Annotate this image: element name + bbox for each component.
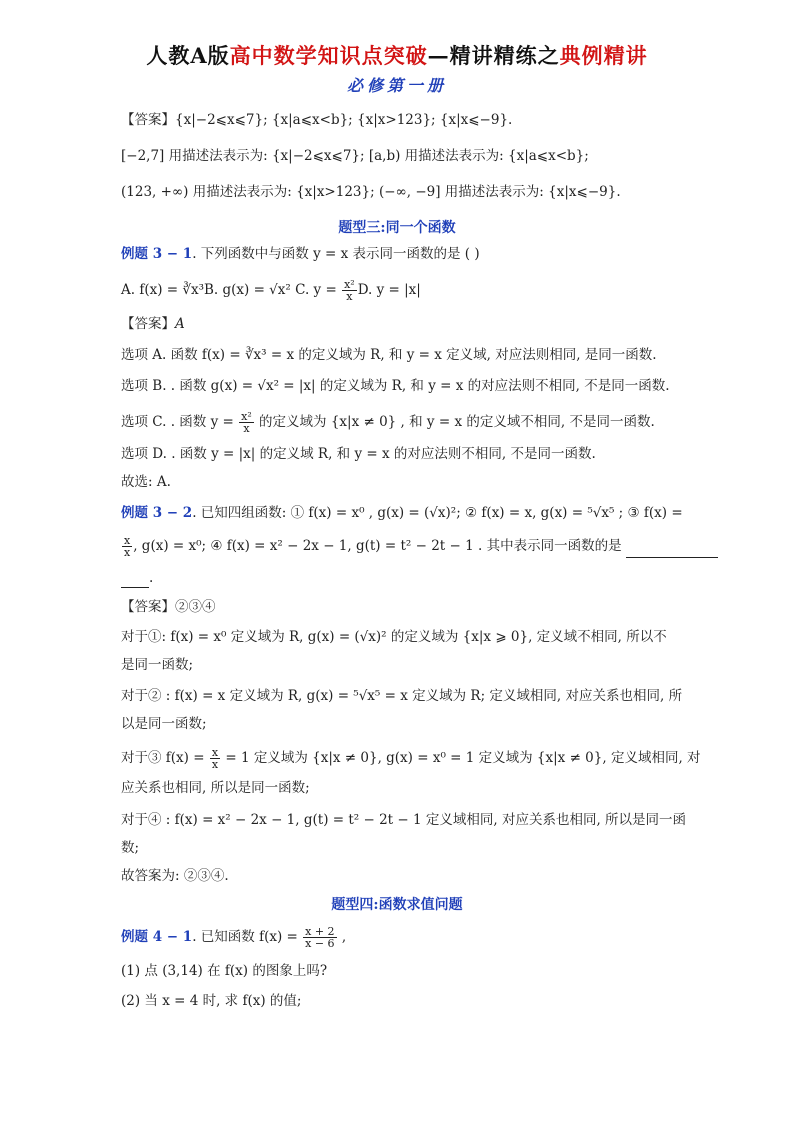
answer-tag: 【答案】: [121, 112, 175, 128]
explanation-line: 选项 A. 函数 f(x) = ∛x³ = x 的定义域为 R, 和 y = x 定义域, 对应法则相同, 是同一函数.: [121, 347, 657, 363]
answer-blank-continued[interactable]: [121, 573, 149, 588]
header-part-2: 高中数学知识点突破: [229, 43, 428, 68]
answer-line: [121, 110, 681, 130]
explanation-line: [121, 411, 681, 434]
fraction-numerator: x: [211, 746, 219, 759]
fraction: [239, 411, 254, 434]
header-part-4: 典例精讲: [559, 43, 648, 68]
question-text: .: [149, 570, 154, 586]
question-text: ,: [337, 929, 347, 945]
answer-line: [121, 597, 681, 617]
question-text: . 已知函数 f(x) =: [192, 929, 303, 945]
fraction: [122, 535, 132, 558]
answer-tag: 【答案】: [121, 316, 175, 332]
explanation-text: 对于③ f(x) =: [121, 750, 209, 766]
fraction-denominator: x: [243, 422, 250, 435]
options-d: D. y = |x|: [357, 282, 421, 298]
explanation-text: 的定义域为 {x|x ≠ 0} , 和 y = x 的定义域不相同, 不是同一函数.: [254, 414, 655, 430]
fraction-denominator: x: [124, 546, 131, 559]
explanation-line: 选项 B. . 函数 g(x) = √x² = |x| 的定义域为 R, 和 y = x 的对应法则不相同, 不是同一函数.: [121, 378, 670, 394]
section-title: 题型三:同一个函数: [338, 220, 456, 236]
question-line: [121, 568, 681, 588]
question-line: [121, 535, 681, 558]
sub-question: (1) 点 (3,14) 在 f(x) 的图象上吗?: [121, 963, 328, 979]
section-title: 题型四:函数求值问题: [331, 897, 463, 913]
fraction-denominator: x: [346, 290, 353, 303]
fraction-numerator: x²: [241, 410, 252, 423]
fraction: [342, 279, 357, 302]
fraction-denominator: x − 6: [305, 937, 335, 950]
example-label: 例题 4 − 1: [121, 929, 193, 945]
explanation-line: 对于④ : f(x) = x² − 2x − 1, g(t) = t² − 2t − 1 定义域相同, 对应关系也相同, 所以是同一函: [121, 812, 687, 828]
example-question: [121, 244, 681, 264]
fraction-numerator: x²: [344, 278, 355, 291]
header-part-3: —精讲精练之: [427, 43, 560, 68]
explanation-line: 数;: [121, 840, 140, 856]
options-a-c: A. f(x) = ∛x³B. g(x) = √x² C. y =: [121, 282, 342, 298]
question-text: . 下列函数中与函数 y = x 表示同一函数的是 ( ): [192, 246, 480, 262]
answer-line: [121, 314, 681, 334]
example-question: [121, 926, 681, 949]
answer-blank[interactable]: [626, 543, 718, 558]
explanation-line: 是同一函数;: [121, 657, 194, 673]
fraction-numerator: x: [124, 534, 131, 547]
fraction: [210, 747, 220, 770]
explanation-line: [121, 746, 701, 771]
explanation-line: 对于①: f(x) = x⁰ 定义域为 R, g(x) = (√x)² 的定义域为 {x|x ⩾ 0}, 定义域不相同, 所以不: [121, 629, 667, 645]
answer-sets: {x|−2⩽x⩽7}; {x|a⩽x<b}; {x|x>123}; {x|x⩽−9}.: [175, 112, 513, 128]
question-text: . 已知四组函数: ① f(x) = x⁰ , g(x) = (√x)²; ② f(x) = x, g(x) = ⁵√x⁵ ; ③ f(x) =: [192, 505, 683, 521]
document-subtitle: 必修第一册: [346, 76, 447, 95]
explanation-line: 选项 D. . 函数 y = |x| 的定义域 R, 和 y = x 的对应法则不相同, 不是同一函数.: [121, 446, 596, 462]
document-header: [0, 40, 794, 70]
example-label: 例题 3 − 1: [121, 246, 193, 262]
conclusion-line: 故选: A.: [121, 474, 171, 490]
example-label: 例题 3 − 2: [121, 505, 193, 521]
header-part-1: 人教A版: [146, 43, 230, 68]
explanation-line: (123, +∞) 用描述法表示为: {x|x>123}; (−∞, −9] 用描述法表示为: {x|x⩽−9}.: [121, 184, 621, 200]
answer-tag: 【答案】: [121, 599, 175, 615]
fraction-denominator: x: [211, 758, 219, 771]
answer-value: ②③④: [175, 599, 216, 615]
sub-question: (2) 当 x = 4 时, 求 f(x) 的值;: [121, 993, 302, 1009]
fraction-numerator: x + 2: [305, 925, 335, 938]
explanation-line: [−2,7] 用描述法表示为: {x|−2⩽x⩽7}; [a,b) 用描述法表示为: {x|a⩽x<b};: [121, 148, 589, 164]
explanation-text: = 1 定义域为 {x|x ≠ 0}, g(x) = x⁰ = 1 定义域为 {x|x ≠ 0}, 定义域相同, 对: [221, 750, 701, 766]
question-text: , g(x) = x⁰; ④ f(x) = x² − 2x − 1, g(t) = t² − 2t − 1 . 其中表示同一函数的是: [133, 538, 622, 554]
options-line: [121, 279, 681, 302]
conclusion-line: 故答案为: ②③④.: [121, 868, 229, 884]
example-question: [121, 503, 681, 523]
explanation-text: 选项 C. . 函数 y =: [121, 414, 239, 430]
explanation-line: 对于② : f(x) = x 定义域为 R, g(x) = ⁵√x⁵ = x 定义域为 R; 定义域相同, 对应关系也相同, 所: [121, 688, 683, 704]
fraction: [303, 926, 336, 949]
explanation-line: 以是同一函数;: [121, 716, 207, 732]
explanation-line: 应关系也相同, 所以是同一函数;: [121, 780, 310, 796]
answer-value: A: [175, 316, 185, 332]
